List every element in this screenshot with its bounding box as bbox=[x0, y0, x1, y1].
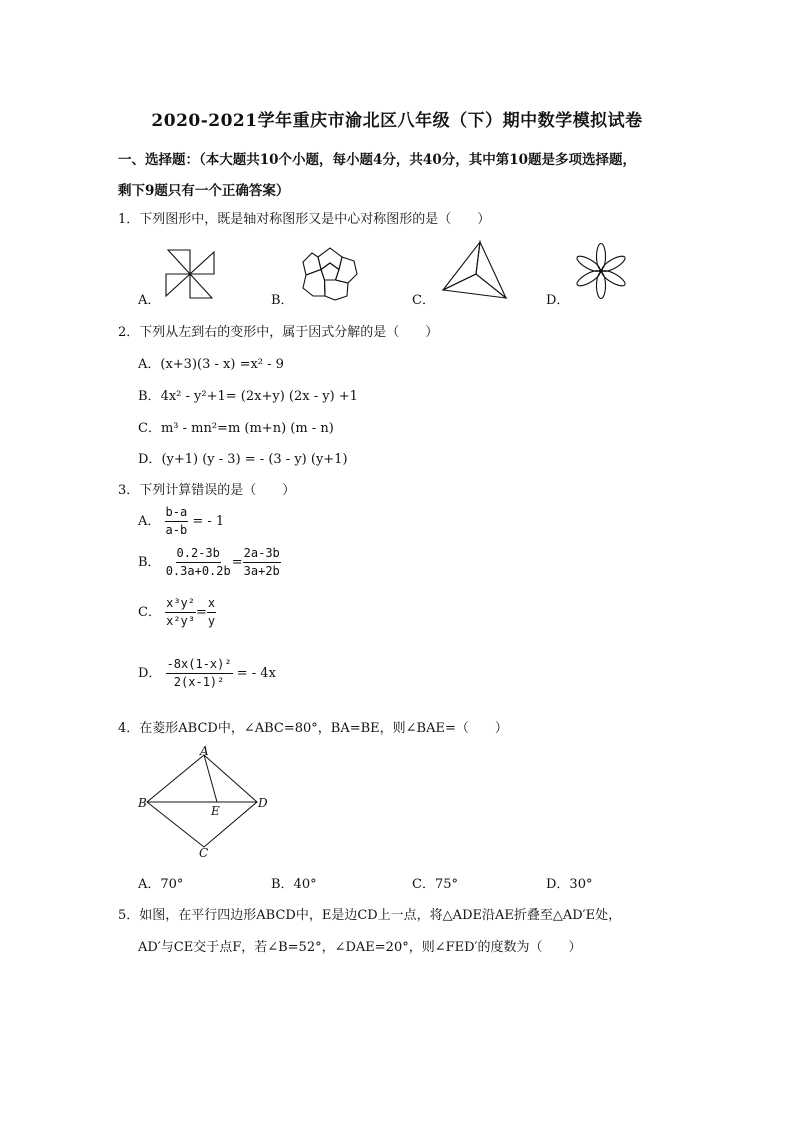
q3-option-b bbox=[138, 546, 281, 579]
q3-b-numerator: 0.2-3b bbox=[176, 546, 221, 563]
point-label-e: E bbox=[211, 804, 220, 818]
q2-option-b-label: B． bbox=[138, 389, 161, 404]
q2-option-c-label: C． bbox=[138, 421, 161, 436]
q3-c-denominator-right: y bbox=[207, 614, 216, 628]
section-header-line2: 剩下9题只有一个正确答案） bbox=[118, 183, 290, 199]
q2-option-d-text: (y+1) (y - 3) = - (3 - y) (y+1) bbox=[161, 452, 348, 467]
q5-line2: AD′与CE交于点F，若∠B=52°，∠DAE=20°，则∠FED′的度数为（ ） bbox=[138, 940, 582, 955]
rhombus-abcd-figure bbox=[130, 745, 280, 860]
q2-stem: 2．下列从左到右的变形中，属于因式分解的是（ ） bbox=[118, 325, 439, 340]
pinwheel-figure bbox=[164, 248, 216, 300]
q5-line1: 5．如图，在平行四边形ABCD中，E是边CD上一点，将△ADE沿AE折叠至△AD′E处， bbox=[118, 908, 622, 923]
q1-option-a-label: A． bbox=[138, 293, 161, 308]
q1-option-c-label: C． bbox=[412, 293, 435, 308]
q2-option-d bbox=[138, 448, 348, 467]
q3-c-fraction-right bbox=[207, 596, 216, 629]
q3-d-rhs: = - 4x bbox=[236, 666, 276, 681]
vertex-label-c: C bbox=[199, 846, 209, 860]
q3-b-equals: = bbox=[231, 555, 243, 570]
q4-stem: 4．在菱形ABCD中，∠ABC=80°，BA=BE，则∠BAE=（ ） bbox=[118, 721, 508, 736]
q3-option-a bbox=[138, 505, 224, 538]
q3-a-rhs: = - 1 bbox=[192, 514, 225, 529]
q3-a-fraction bbox=[165, 505, 189, 538]
section-header-line1: 一、选择题：（本大题共10个小题，每小题4分，共40分，其中第10题是多项选择题， bbox=[118, 152, 637, 168]
q4-option-b: B．40° bbox=[271, 877, 317, 892]
q2-option-a-text: (x+3)(3 - x) =x² - 9 bbox=[160, 357, 284, 372]
q3-option-d bbox=[138, 657, 276, 690]
q3-option-a-label: A． bbox=[138, 514, 161, 529]
q2-option-a-label: A． bbox=[138, 357, 161, 372]
q4-option-d: D．30° bbox=[546, 877, 593, 892]
q1-stem: 1．下列图形中，既是轴对称图形又是中心对称图形的是（ ） bbox=[118, 212, 491, 227]
q1-option-b-label: B． bbox=[271, 293, 294, 308]
vertex-label-a: A bbox=[200, 744, 209, 758]
six-petal-flower-figure bbox=[570, 242, 632, 300]
vertex-label-b: B bbox=[138, 796, 147, 810]
q3-option-c-label: C． bbox=[138, 605, 161, 620]
q3-b-denominator-right: 3a+2b bbox=[243, 564, 280, 578]
q2-option-c bbox=[138, 417, 334, 436]
q3-c-numerator: x³y² bbox=[165, 596, 196, 613]
q2-option-d-label: D． bbox=[138, 452, 162, 467]
q2-option-b bbox=[138, 385, 358, 404]
q3-c-equals: = bbox=[196, 605, 207, 620]
pentagon-flower-figure bbox=[298, 244, 362, 300]
q3-c-numerator-right: x bbox=[207, 596, 216, 613]
q4-option-c: C．75° bbox=[412, 877, 458, 892]
q3-d-numerator: -8x(1-x)² bbox=[166, 657, 233, 674]
q3-d-fraction bbox=[166, 657, 233, 690]
q3-b-fraction-left bbox=[165, 546, 232, 579]
q3-stem: 3．下列计算错误的是（ ） bbox=[118, 483, 296, 498]
vertex-label-d: D bbox=[258, 796, 268, 810]
q3-d-denominator: 2(x-1)² bbox=[173, 675, 225, 689]
q3-c-denominator: x²y³ bbox=[166, 614, 195, 628]
q3-b-fraction-right bbox=[243, 546, 281, 579]
q2-option-c-text: m³ - mn²=m (m+n) (m - n) bbox=[160, 421, 334, 436]
q1-option-d-label: D． bbox=[546, 293, 570, 308]
q3-b-numerator-right: 2a-3b bbox=[243, 546, 281, 563]
q2-option-b-text: 4x² - y²+1= (2x+y) (2x - y) +1 bbox=[160, 389, 358, 404]
q3-option-d-label: D． bbox=[138, 666, 162, 681]
q4-option-a: A．70° bbox=[138, 877, 184, 892]
page-title: 2020-2021学年重庆市渝北区八年级（下）期中数学模拟试卷 bbox=[151, 111, 643, 131]
q3-c-fraction-left bbox=[165, 596, 196, 629]
q3-option-b-label: B． bbox=[138, 555, 161, 570]
triangle-star-figure bbox=[440, 240, 508, 300]
q3-b-denominator: 0.3a+0.2b bbox=[165, 564, 231, 578]
q3-option-c bbox=[138, 596, 216, 629]
q2-option-a bbox=[138, 353, 284, 372]
q3-a-numerator: b-a bbox=[165, 505, 189, 522]
q3-a-denominator: a-b bbox=[165, 523, 188, 537]
